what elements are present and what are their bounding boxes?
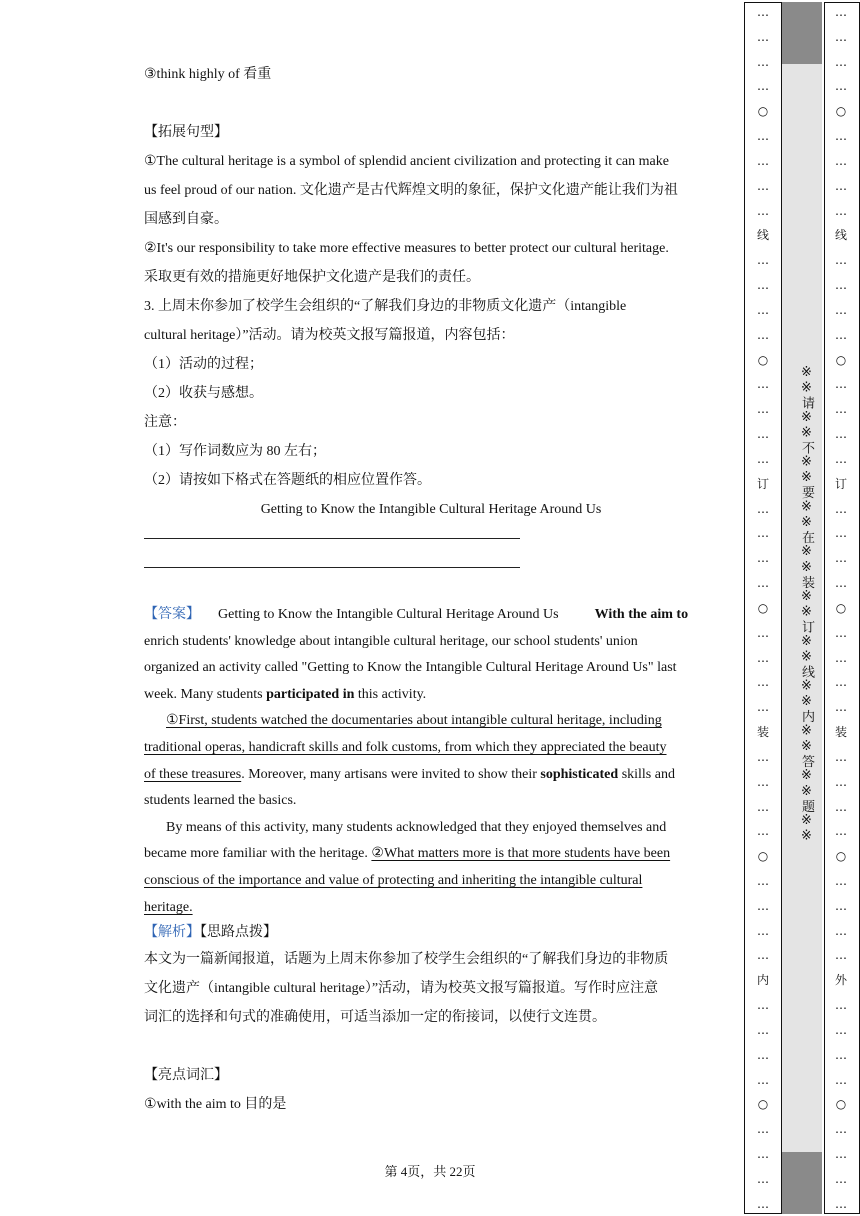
seal-mark: 内	[756, 973, 769, 988]
inner-seal-line	[748, 6, 778, 1210]
seal-mark: …	[835, 79, 847, 94]
answer-blank-line-2	[144, 553, 520, 568]
seal-mark: ○	[835, 352, 847, 367]
seal-mark: …	[757, 650, 769, 665]
seal-mark: …	[835, 129, 847, 144]
seal-mark: …	[757, 774, 769, 789]
seal-mark: ○	[757, 104, 769, 119]
heading-expand-sentences: 【拓展句型】	[144, 125, 228, 140]
seal-mark: …	[835, 749, 847, 764]
seal-mark: …	[835, 427, 847, 442]
question-3-line-b: cultural heritage）”活动。请为校英文报写篇报道，内容包括：	[144, 328, 515, 343]
seal-mark: …	[835, 402, 847, 417]
seal-mark: …	[757, 1047, 769, 1062]
answer-p2-line-a: ①First, students watched the documentaries about intangible cultural heritage, including	[166, 713, 662, 729]
seal-mark: …	[835, 54, 847, 69]
seal-mark: …	[757, 1196, 769, 1211]
seal-mark: …	[757, 402, 769, 417]
analysis-line-c: 词汇的选择和句式的准确使用，可适当添加一定的衔接词，以使行文连贯。	[144, 1010, 606, 1026]
question-3-item-1: （1）活动的过程；	[144, 357, 263, 372]
seal-mark: …	[757, 948, 769, 963]
sentence-1-line-a: ①The cultural heritage is a symbol of splendid ancient civilization and protecting it can make	[144, 154, 669, 169]
seal-mark: …	[835, 998, 847, 1013]
seal-mark: …	[835, 526, 847, 541]
seal-mark: …	[757, 377, 769, 392]
seal-mark: …	[835, 1147, 847, 1162]
seal-mark: …	[835, 153, 847, 168]
seal-mark: …	[757, 824, 769, 839]
vocab-item-1: ①with the aim to 目的是	[144, 1097, 287, 1113]
seal-mark: ○	[757, 352, 769, 367]
seal-mark: …	[757, 898, 769, 913]
analysis-heading: 【解析】【思路点拨】	[144, 925, 277, 941]
seal-mark: …	[757, 1122, 769, 1137]
seal-mark: …	[835, 625, 847, 640]
seal-mark: …	[835, 824, 847, 839]
seal-mark: …	[757, 302, 769, 317]
seal-mark: …	[835, 898, 847, 913]
seal-mark: …	[757, 625, 769, 640]
seal-mark: 线	[756, 228, 769, 243]
answer-p2-line-b: traditional operas, handicraft skills and folk customs, from which they appreciated the beauty	[144, 739, 667, 755]
seal-mark: ○	[757, 600, 769, 615]
seal-mark: …	[757, 526, 769, 541]
seal-mark: 订	[834, 476, 847, 491]
seal-mark: …	[835, 377, 847, 392]
answer-p1-line-c: week. Many students participated in this activity.	[144, 686, 427, 702]
seal-mark: …	[757, 29, 769, 44]
question-3-line-a: 3. 上周末你参加了校学生会组织的“了解我们身边的非物质文化遗产（intangible	[144, 299, 627, 314]
seal-mark: …	[757, 129, 769, 144]
seal-mark: …	[835, 1072, 847, 1087]
seal-mark: ○	[757, 849, 769, 864]
page-number: 第 4页，共 22页	[384, 1164, 476, 1179]
seal-mark: …	[835, 774, 847, 789]
answer-title: Getting to Know the Intangible Cultural Heritage Around Us	[218, 607, 559, 622]
seal-mark: …	[757, 153, 769, 168]
seal-mark: …	[835, 302, 847, 317]
essay-title: Getting to Know the Intangible Cultural Heritage Around Us	[260, 502, 602, 517]
seal-mark: …	[835, 948, 847, 963]
seal-mark: …	[835, 5, 847, 19]
seal-mark: …	[757, 253, 769, 268]
seal-mark: …	[835, 203, 847, 218]
seal-mark: …	[835, 1047, 847, 1062]
seal-mark: …	[757, 799, 769, 814]
vocab-line-3: ③think highly of 看重	[144, 67, 272, 82]
seal-mark: …	[835, 327, 847, 342]
seal-mark: …	[757, 5, 769, 19]
sentence-1-line-b: us feel proud of our nation. 文化遗产是古代辉煌文明的象征，保护文化遗产能让我们为祖	[144, 183, 678, 198]
sentence-1-line-c: 国感到自豪。	[144, 212, 228, 227]
seal-mark: 外	[834, 973, 847, 988]
sentence-2-line-b: 采取更有效的措施更好地保护文化遗产是我们的责任。	[144, 270, 480, 285]
page-content	[144, 60, 718, 1119]
seal-mark: …	[757, 451, 769, 466]
answer-p3-line-d: heritage.	[144, 899, 193, 915]
seal-mark: …	[835, 873, 847, 888]
seal-mark: 装	[756, 725, 769, 740]
seal-mark: …	[757, 749, 769, 764]
seal-mark: …	[757, 1171, 769, 1186]
answer-p3-line-b: became more familiar with the heritage. ②What matters more is that more students have been	[144, 846, 671, 862]
seal-mark: …	[757, 278, 769, 293]
seal-mark: …	[835, 29, 847, 44]
question-3-item-2: （2）收获与感想。	[144, 386, 263, 401]
seal-mark: …	[757, 79, 769, 94]
seal-mark: …	[835, 278, 847, 293]
seal-mark: 订	[756, 476, 769, 491]
seal-mark: …	[757, 203, 769, 218]
seal-mark: …	[757, 1072, 769, 1087]
seal-mark: …	[757, 327, 769, 342]
binding-bottom-block	[782, 1152, 822, 1214]
seal-mark: …	[835, 178, 847, 193]
seal-mark: …	[835, 1171, 847, 1186]
note-item-1: （1）写作词数应为 80 左右；	[144, 444, 326, 459]
seal-mark: 线	[834, 228, 847, 243]
seal-mark: ○	[835, 104, 847, 119]
answer-p3-line-a: By means of this activity, many students acknowledged that they enjoyed themselves and	[166, 819, 667, 835]
seal-mark: …	[757, 178, 769, 193]
seal-mark: …	[757, 427, 769, 442]
outer-seal-line	[826, 6, 856, 1210]
seal-mark: …	[835, 700, 847, 715]
answer-bold-start: With the aim to	[594, 607, 689, 622]
seal-mark: …	[835, 253, 847, 268]
answer-p1-line-b: organized an activity called "Getting to Know the Intangible Cultural Heritage Around Us" last	[144, 660, 677, 676]
analysis-line-b: 文化遗产（intangible cultural heritage）”活动，请为校英文报写篇报道。写作时应注意	[144, 981, 659, 997]
binding-warning-text: ※※请※※不※※要※※在※※装※※订※※线※※内※※答※※题※※	[799, 365, 814, 845]
seal-mark: …	[835, 1122, 847, 1137]
binding-top-block	[782, 2, 822, 64]
answer-p2-line-d: students learned the basics.	[144, 793, 297, 809]
seal-mark: …	[757, 998, 769, 1013]
seal-mark: ○	[757, 1097, 769, 1112]
seal-mark: ○	[835, 1097, 847, 1112]
seal-mark: …	[757, 501, 769, 516]
answer-p2-line-c: of these treasures. Moreover, many artisans were invited to show their sophisticated skills and	[144, 766, 675, 782]
seal-mark: …	[835, 501, 847, 516]
seal-mark: …	[757, 576, 769, 591]
sentence-2-line-a: ②It's our responsibility to take more effective measures to better protect our cultural heritage.	[144, 241, 669, 256]
seal-mark: …	[835, 1022, 847, 1037]
seal-mark: …	[757, 700, 769, 715]
answer-p1-line-a: enrich students' knowledge about intangible cultural heritage, our school students' union	[144, 633, 638, 649]
seal-mark: …	[757, 873, 769, 888]
seal-mark: …	[835, 650, 847, 665]
seal-mark: …	[835, 576, 847, 591]
seal-mark: ○	[835, 849, 847, 864]
seal-mark: …	[835, 923, 847, 938]
answer-p3-line-c: conscious of the importance and value of protecting and inheriting the intangible cultural	[144, 872, 643, 888]
answer-label: 【答案】	[144, 607, 200, 622]
answer-blank-line-1	[144, 524, 520, 539]
seal-mark: ○	[835, 600, 847, 615]
seal-mark: …	[835, 675, 847, 690]
note-item-2: （2）请按如下格式在答题纸的相应位置作答。	[144, 473, 431, 488]
seal-mark: …	[835, 451, 847, 466]
seal-mark: …	[835, 799, 847, 814]
seal-mark: …	[757, 1147, 769, 1162]
seal-mark: …	[757, 675, 769, 690]
seal-mark: …	[757, 1022, 769, 1037]
seal-mark: …	[757, 54, 769, 69]
note-label: 注意：	[144, 415, 186, 430]
seal-mark: …	[835, 551, 847, 566]
analysis-line-a: 本文为一篇新闻报道，话题为上周末你参加了校学生会组织的“了解我们身边的非物质	[144, 952, 669, 968]
seal-mark: …	[757, 551, 769, 566]
seal-mark: …	[757, 923, 769, 938]
seal-mark: 装	[834, 725, 847, 740]
vocab-heading: 【亮点词汇】	[144, 1068, 228, 1084]
seal-mark: …	[835, 1196, 847, 1211]
